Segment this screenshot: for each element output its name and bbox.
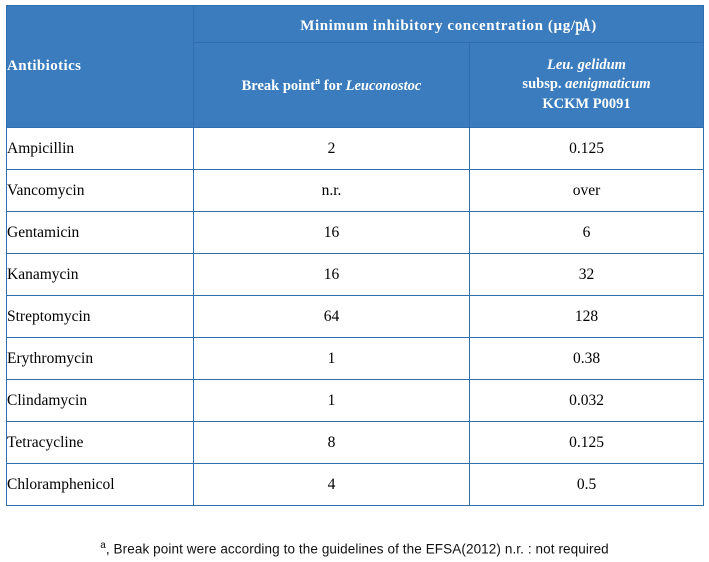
antibiotic-mic-table — [6, 5, 704, 506]
cell-strain-mic-value: 6 — [470, 212, 704, 254]
table-row — [7, 170, 704, 212]
table-row — [7, 254, 704, 296]
cell-antibiotic-name: Gentamicin — [7, 212, 194, 254]
column-header-breakpoint — [194, 43, 470, 128]
table-row — [7, 338, 704, 380]
cell-antibiotic-name: Tetracycline — [7, 422, 194, 464]
cell-breakpoint-value: 8 — [194, 422, 470, 464]
table-header — [7, 6, 704, 128]
cell-antibiotic-name: Chloramphenicol — [7, 464, 194, 506]
table-row — [7, 212, 704, 254]
breakpoint-label-for: for — [323, 77, 342, 94]
column-header-mic-group: Minimum inhibitory concentration (µg/㎀) — [194, 6, 704, 43]
strain-subsp-label: subsp. — [522, 76, 562, 93]
cell-breakpoint-value: 1 — [194, 338, 470, 380]
cell-strain-mic-value: 0.38 — [470, 338, 704, 380]
breakpoint-footnote-marker: a — [315, 75, 321, 87]
cell-breakpoint-value: 16 — [194, 212, 470, 254]
strain-name-line2 — [470, 75, 703, 94]
cell-strain-mic-value: over — [470, 170, 704, 212]
cell-strain-mic-value: 32 — [470, 254, 704, 296]
table-row — [7, 422, 704, 464]
cell-breakpoint-value: 2 — [194, 128, 470, 170]
cell-antibiotic-name: Kanamycin — [7, 254, 194, 296]
cell-strain-mic-value: 0.5 — [470, 464, 704, 506]
cell-breakpoint-value: 64 — [194, 296, 470, 338]
cell-antibiotic-name: Ampicillin — [7, 128, 194, 170]
table-body — [7, 128, 704, 506]
strain-subsp-name: aenigmaticum — [565, 76, 651, 93]
table-row — [7, 464, 704, 506]
cell-strain-mic-value: 128 — [470, 296, 704, 338]
cell-breakpoint-value: n.r. — [194, 170, 470, 212]
cell-antibiotic-name: Vancomycin — [7, 170, 194, 212]
cell-strain-mic-value: 0.125 — [470, 128, 704, 170]
table-row — [7, 380, 704, 422]
strain-name-line3: KCKM P0091 — [542, 95, 631, 112]
cell-breakpoint-value: 16 — [194, 254, 470, 296]
footnote-marker: a — [100, 539, 106, 551]
footnote-text: , Break point were according to the guidelines of the EFSA(2012) n.r. : not required — [105, 541, 609, 556]
table-page — [0, 5, 709, 562]
cell-strain-mic-value: 0.032 — [470, 380, 704, 422]
breakpoint-genus-name: Leuconostoc — [345, 77, 422, 94]
table-row — [7, 128, 704, 170]
strain-name-line1: Leu. gelidum — [547, 57, 626, 74]
cell-antibiotic-name: Clindamycin — [7, 380, 194, 422]
cell-breakpoint-value: 4 — [194, 464, 470, 506]
header-row-top — [7, 6, 704, 43]
column-header-antibiotics: Antibiotics — [7, 6, 194, 128]
breakpoint-label-text: Break point — [241, 77, 316, 94]
cell-antibiotic-name: Streptomycin — [7, 296, 194, 338]
cell-strain-mic-value: 0.125 — [470, 422, 704, 464]
column-header-strain — [470, 43, 704, 128]
table-row — [7, 296, 704, 338]
cell-antibiotic-name: Erythromycin — [7, 338, 194, 380]
cell-breakpoint-value: 1 — [194, 380, 470, 422]
table-footnote — [0, 540, 709, 557]
